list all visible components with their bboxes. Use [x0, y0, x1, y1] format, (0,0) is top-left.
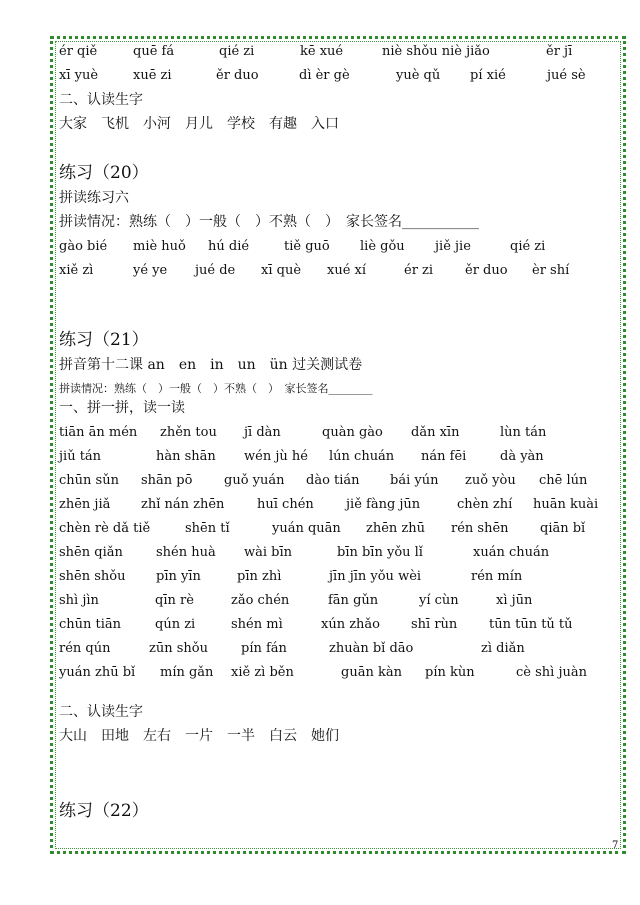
pinyin-word: rén mín — [471, 569, 523, 584]
pinyin-word: rén qún — [59, 641, 111, 656]
page-number: 7 — [612, 840, 619, 851]
pinyin-word: jué sè — [547, 68, 586, 83]
top-pinyin-row-1 — [59, 44, 619, 60]
pinyin-word: pí xié — [470, 68, 506, 83]
pinyin-word: qié zi — [219, 44, 255, 59]
pinyin-word: xī yuè — [59, 68, 99, 83]
pinyin-word: zǎo chén — [231, 593, 290, 608]
pinyin-word: tiě guō — [284, 239, 330, 254]
exercise-21-row-4 — [59, 497, 619, 513]
pinyin-word: dào tián — [306, 473, 360, 488]
exercise-21-row-6 — [59, 545, 619, 561]
pinyin-word: xiě zì — [59, 263, 94, 278]
recognize-heading: 二、认读生字 — [59, 92, 143, 108]
pinyin-word: shī rùn — [411, 617, 458, 632]
pinyin-word: guǒ yuán — [224, 473, 285, 488]
pinyin-word: niè shǒu niè jiǎo — [382, 44, 490, 59]
pinyin-word: xuán chuán — [473, 545, 550, 560]
exercise-21-title: 练习（21） — [59, 330, 149, 350]
exercise-21-row-3 — [59, 473, 619, 489]
pinyin-word: xiě zì běn — [231, 665, 294, 680]
part-2-chars: 大山 田地 左右 一片 一半 白云 她们 — [59, 728, 339, 744]
pinyin-word: jiǔ tán — [59, 449, 102, 464]
pinyin-word: zì diǎn — [481, 641, 525, 656]
pinyin-word: ér zi — [404, 263, 434, 278]
pinyin-word: ér qiě — [59, 44, 98, 59]
pinyin-word: xué xí — [327, 263, 367, 278]
pinyin-word: liè gǒu — [360, 239, 405, 254]
pinyin-word: shēn qiǎn — [59, 545, 123, 560]
exercise-20-status: 拼读情况：熟练（ ）一般（ ）不熟（ ） 家长签名___________ — [59, 214, 479, 230]
pinyin-word: hàn shān — [156, 449, 216, 464]
pinyin-word: shēn tǐ — [185, 521, 230, 536]
pinyin-word: shì jìn — [59, 593, 99, 608]
pinyin-word: quàn gào — [322, 425, 383, 440]
pinyin-word: shén mì — [231, 617, 283, 632]
pinyin-word: qiān bǐ — [540, 521, 586, 536]
pinyin-word: fān gǔn — [328, 593, 379, 608]
exercise-21-row-11 — [59, 665, 619, 681]
pinyin-word: shān pō — [141, 473, 193, 488]
pinyin-word: dǎn xīn — [411, 425, 460, 440]
pinyin-word: quē fá — [133, 44, 175, 59]
pinyin-word: chèn zhí — [457, 497, 513, 512]
exercise-21-row-2 — [59, 449, 619, 465]
exercise-21-status: 拼读情况：熟练（ ）一般（ ）不熟（ ） 家长签名________ — [59, 382, 373, 395]
pinyin-word: zhēn zhū — [366, 521, 426, 536]
exercise-21-row-10 — [59, 641, 619, 657]
exercise-21-subtitle: 拼音第十二课 an en in un ün 过关测试卷 — [59, 357, 363, 373]
exercise-21-row-9 — [59, 617, 619, 633]
pinyin-word: jiě jie — [435, 239, 471, 254]
pinyin-word: zhěn tou — [160, 425, 217, 440]
pinyin-word: zhuàn bǐ dāo — [329, 641, 414, 656]
exercise-21-row-5 — [59, 521, 619, 537]
pinyin-word: qīn rè — [155, 593, 194, 608]
pinyin-word: jiě fàng jūn — [346, 497, 421, 512]
pinyin-word: èr shí — [532, 263, 570, 278]
pinyin-word: yuán quān — [272, 521, 341, 536]
pinyin-word: xún zhǎo — [321, 617, 381, 632]
pinyin-word: xuē zi — [133, 68, 172, 83]
pinyin-word: gào bié — [59, 239, 108, 254]
pinyin-word: hú dié — [208, 239, 250, 254]
pinyin-word: jī dàn — [244, 425, 281, 440]
pinyin-word: jué de — [195, 263, 236, 278]
pinyin-word: dà yàn — [500, 449, 544, 464]
exercise-21-row-1 — [59, 425, 619, 441]
pinyin-word: yé ye — [133, 263, 168, 278]
pinyin-word: pín fán — [241, 641, 287, 656]
pinyin-word: mín gǎn — [160, 665, 214, 680]
part-2-heading: 二、认读生字 — [59, 704, 143, 720]
pinyin-word: lùn tán — [500, 425, 547, 440]
pinyin-word: cè shì juàn — [516, 665, 587, 680]
pinyin-word: chūn tiān — [59, 617, 122, 632]
pinyin-word: yuán zhū bǐ — [59, 665, 136, 680]
pinyin-word: xì jūn — [496, 593, 533, 608]
pinyin-word: miè huǒ — [133, 239, 186, 254]
pinyin-word: guān kàn — [341, 665, 402, 680]
pinyin-word: huān kuài — [533, 497, 599, 512]
pinyin-word: dì èr gè — [299, 68, 350, 83]
pinyin-word: xī què — [261, 263, 302, 278]
pinyin-word: ěr duo — [465, 263, 508, 278]
part-1-heading: 一、拼一拼，读一读 — [59, 400, 185, 416]
pinyin-word: tūn tūn tǔ tǔ — [489, 617, 573, 632]
pinyin-word: pīn yīn — [156, 569, 201, 584]
pinyin-word: nán fēi — [421, 449, 467, 464]
pinyin-word: zhēn jiǎ — [59, 497, 111, 512]
pinyin-word: tiān ān mén — [59, 425, 138, 440]
exercise-20-title: 练习（20） — [59, 163, 149, 183]
exercise-21-row-8 — [59, 593, 619, 609]
pinyin-word: wén jù hé — [244, 449, 308, 464]
pinyin-word: pīn zhì — [237, 569, 282, 584]
pinyin-word: qún zi — [155, 617, 196, 632]
pinyin-word: bái yún — [390, 473, 439, 488]
pinyin-word: zuǒ yòu — [465, 473, 516, 488]
pinyin-word: zhǐ nán zhēn — [141, 497, 225, 512]
pinyin-word: jīn jīn yǒu wèi — [329, 569, 422, 584]
exercise-20-pinyin-row-2 — [59, 263, 619, 279]
pinyin-word: yí cùn — [419, 593, 459, 608]
pinyin-word: huī chén — [257, 497, 314, 512]
exercise-22-title: 练习（22） — [59, 801, 149, 821]
pinyin-word: chèn rè dǎ tiě — [59, 521, 151, 536]
pinyin-word: chē lún — [539, 473, 588, 488]
pinyin-word: qié zi — [510, 239, 546, 254]
pinyin-word: rén shēn — [451, 521, 509, 536]
recognize-chars: 大家 飞机 小河 月儿 学校 有趣 入口 — [59, 116, 339, 132]
pinyin-word: yuè qǔ — [396, 68, 441, 83]
pinyin-word: kē xué — [300, 44, 344, 59]
pinyin-word: zūn shǒu — [149, 641, 208, 656]
exercise-20-subtitle: 拼读练习六 — [59, 190, 129, 206]
top-pinyin-row-2 — [59, 68, 619, 84]
pinyin-word: bīn bīn yǒu lǐ — [337, 545, 423, 560]
pinyin-word: lún chuán — [329, 449, 395, 464]
exercise-20-pinyin-row-1 — [59, 239, 619, 255]
pinyin-word: ěr jī — [546, 44, 573, 59]
pinyin-word: shén huà — [156, 545, 216, 560]
pinyin-word: shēn shǒu — [59, 569, 126, 584]
pinyin-word: chūn sǔn — [59, 473, 119, 488]
pinyin-word: pín kùn — [425, 665, 475, 680]
pinyin-word: wài bīn — [244, 545, 293, 560]
exercise-21-row-7 — [59, 569, 619, 585]
pinyin-word: ěr duo — [216, 68, 259, 83]
